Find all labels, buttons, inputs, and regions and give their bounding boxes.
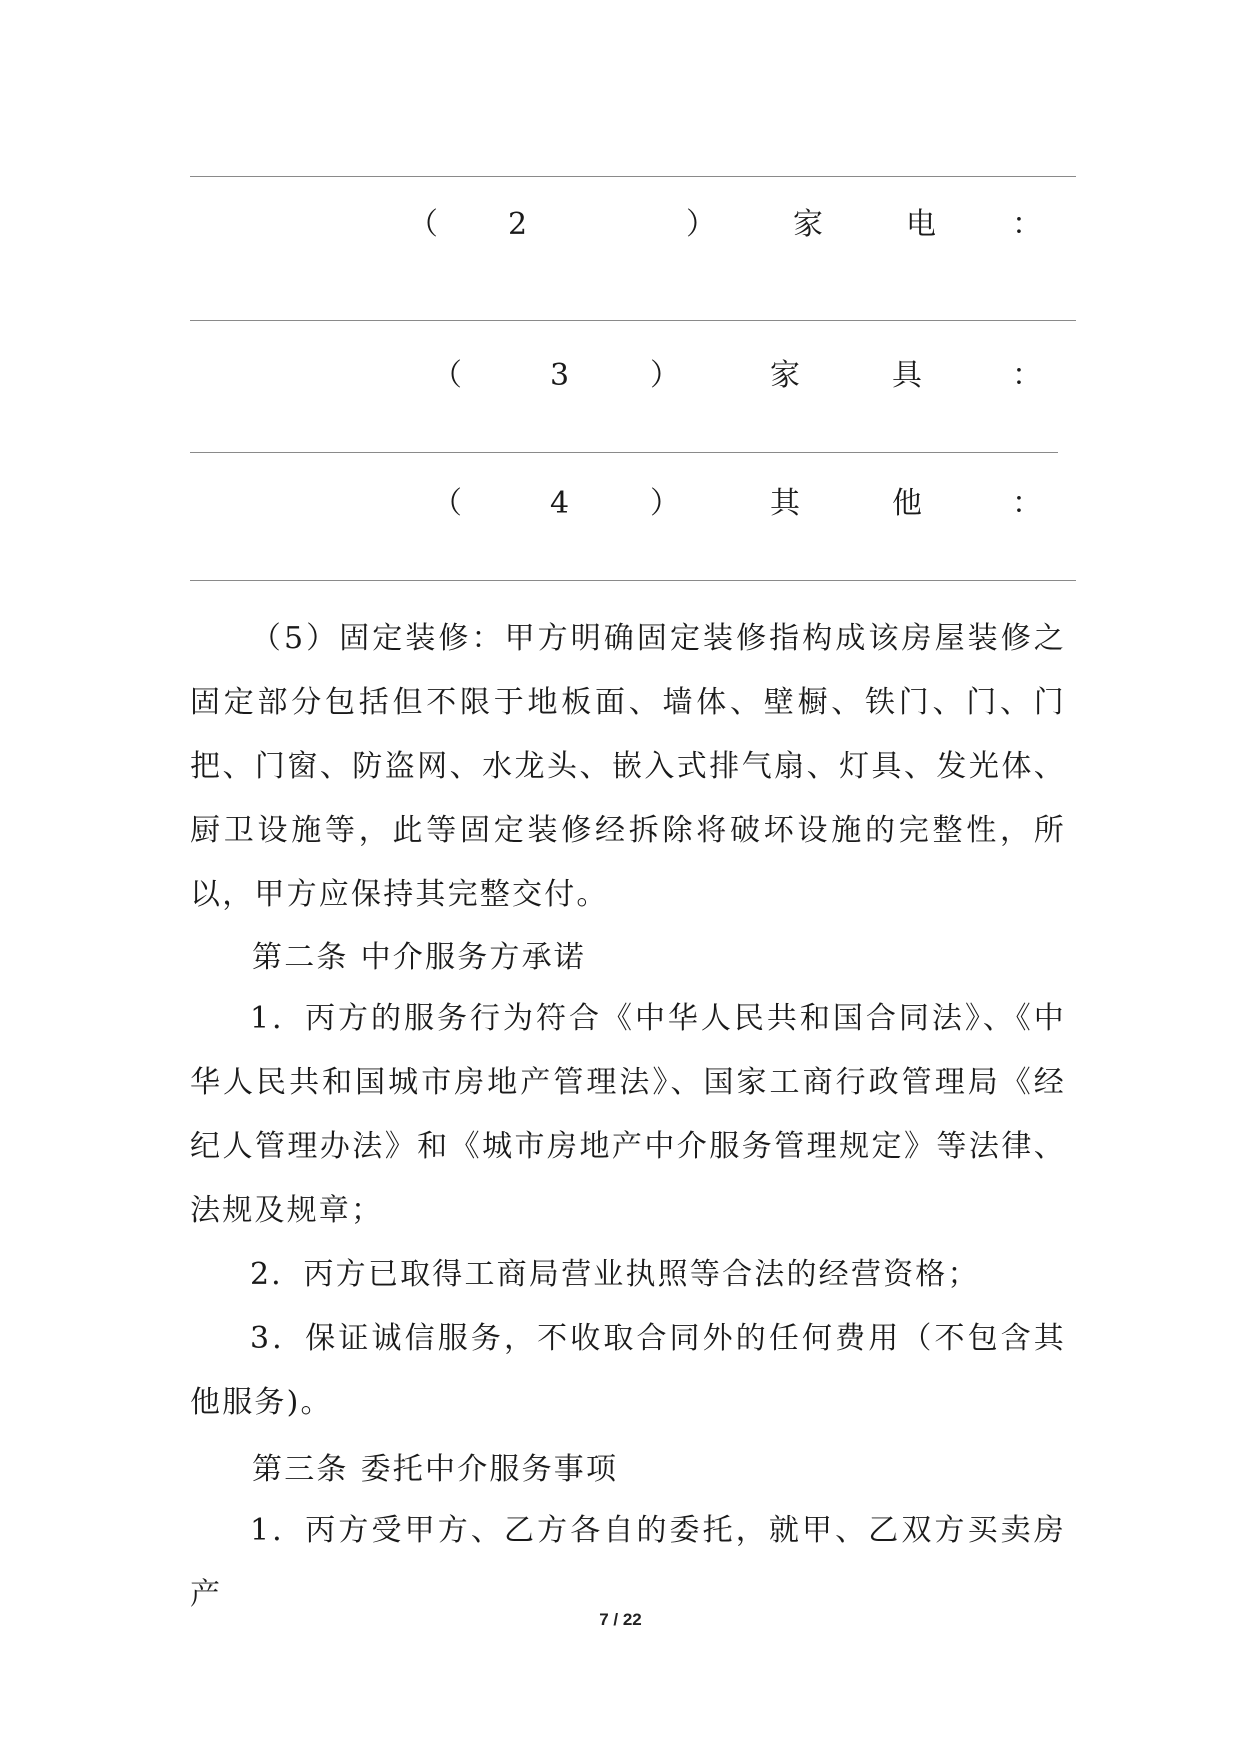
article-2-title: 第二条 中介服务方承诺 xyxy=(252,940,587,975)
field-close-paren: ） xyxy=(650,486,680,521)
article-3-item-1: 1．丙方受甲方、乙方各自的委托，就甲、乙双方买卖房产 xyxy=(190,1513,1066,1612)
field-open-paren: （ xyxy=(432,358,462,393)
paragraph-fixed-decoration: （5）固定装修：甲方明确固定装修指构成该房屋装修之固定部分包括但不限于地板面、墙体、壁橱、铁门、门、门把、门窗、防盗网、水龙头、嵌入式排气扇、灯具、发光体、厨卫设施等，此等固定装修经拆除将破坏设施的完整性，所以，甲方应保持其完整交付。 xyxy=(190,621,1066,912)
article-3-title: 第三条 委托中介服务事项 xyxy=(252,1452,619,1487)
article-2-item-1: 1．丙方的服务行为符合《中华人民共和国合同法》、《中华人民共和国城市房地产管理法》、国家工商行政管理局《经纪人管理办法》和《城市房地产中介服务管理规定》等法律、法规及规章； xyxy=(190,1001,1066,1228)
field-number: 3 xyxy=(550,358,570,393)
blank-line-4 xyxy=(190,580,1076,581)
field-appliances xyxy=(0,205,1241,245)
field-label-char-1: 其 xyxy=(770,486,800,521)
field-colon: ： xyxy=(1012,358,1042,393)
blank-line-1 xyxy=(190,176,1076,177)
field-label-char-2: 电 xyxy=(906,207,936,242)
field-close-paren: ） xyxy=(650,358,680,393)
field-open-paren: （ xyxy=(432,486,462,521)
blank-line-2 xyxy=(190,320,1076,321)
article-2-item-2: 2．丙方已取得工商局营业执照等合法的经营资格； xyxy=(250,1257,980,1292)
field-other xyxy=(0,484,1241,524)
field-number: 2 xyxy=(508,207,528,242)
field-label-char-1: 家 xyxy=(770,358,800,393)
field-label-char-2: 具 xyxy=(892,358,922,393)
field-furniture xyxy=(0,356,1241,396)
field-colon: ： xyxy=(1012,486,1042,521)
field-open-paren: （ xyxy=(408,207,438,242)
field-close-paren: ） xyxy=(686,207,716,242)
field-number: 4 xyxy=(550,486,570,521)
field-colon: ： xyxy=(1012,207,1042,242)
field-label-char-1: 家 xyxy=(793,207,823,242)
page-number: 7 / 22 xyxy=(599,1610,642,1629)
field-label-char-2: 他 xyxy=(892,486,922,521)
blank-line-3 xyxy=(190,452,1058,453)
article-2-item-3: 3．保证诚信服务，不收取合同外的任何费用（不包含其他服务)。 xyxy=(190,1321,1066,1420)
